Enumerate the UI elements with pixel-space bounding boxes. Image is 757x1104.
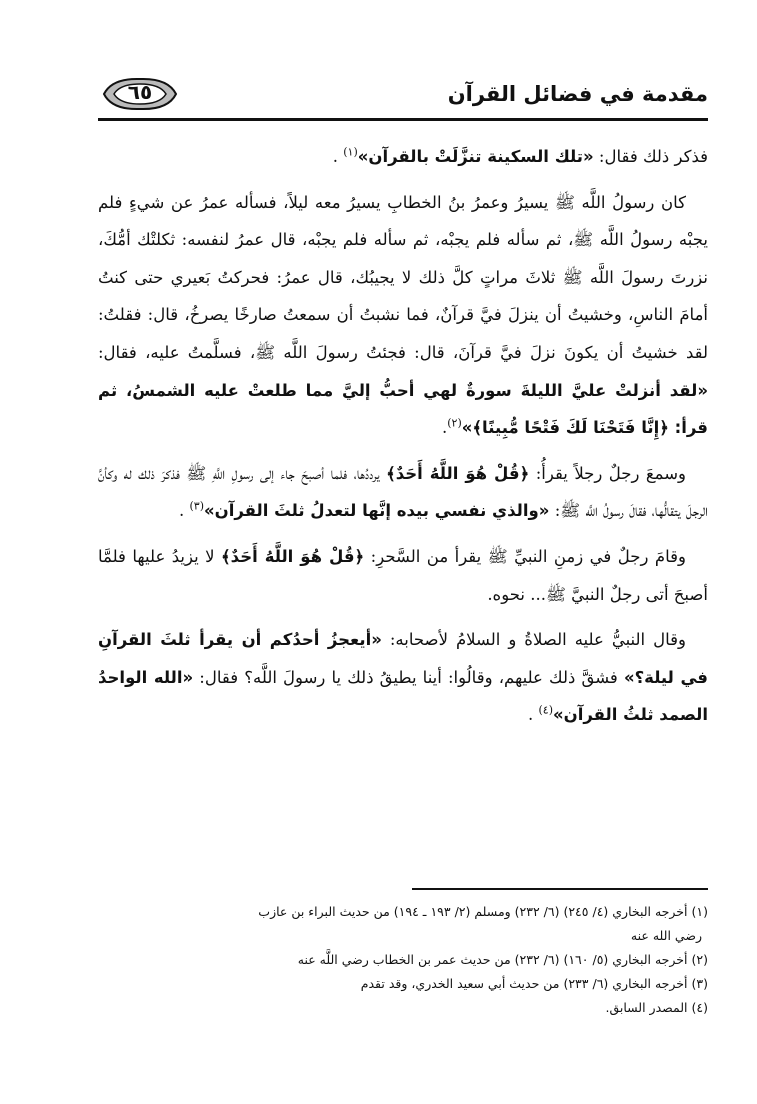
paragraph-5	[98, 621, 708, 734]
hadith-quote-3: «والذي نفسي بيده إنَّها لتعدلُ ثلثَ القرآن»	[203, 501, 550, 521]
footnote-divider	[412, 888, 708, 890]
paragraph-2-end: .	[441, 418, 448, 438]
paragraph-1-text: فذكر ذلك فقال:	[593, 147, 708, 166]
header-divider	[98, 118, 708, 121]
paragraph-3-text-2: يرددُها، فلما أصبحَ جاء إلى رسولِ اللَّهِ ﷺ فذكرَ ذلك له وكأنَّ الرجلَ يتقالُّها، فقالَ رسولُ اللَّه ﷺ:	[98, 463, 708, 521]
footnotes	[98, 900, 708, 1020]
paragraph-4-text: وقامَ رجلٌ في زمنِ النبيِّ ﷺ يقرأ من السَّحرِ:	[364, 546, 686, 566]
footnote-2	[98, 948, 708, 972]
footnote-number: (١)	[691, 904, 708, 919]
paragraph-5-text: وقال النبيُّ عليه الصلاةُ و السلامُ لأصحابه:	[381, 630, 686, 650]
paragraph-3-end: .	[178, 501, 190, 521]
footnote-number: (٤)	[691, 1000, 708, 1015]
paragraph-2-text: كان رسولُ اللَّه ﷺ يسيرُ وعمرُ بنُ الخطابِ يسيرُ معه ليلاً، فسأله عمرُ عن شيءٍ فلم يجبْه رسولُ اللَّه ﷺ، ثم سأله فلم يجبْه، ثم سأله فلم يجبْه، قال عمرُ لنفسه: ثكلتْك أمُّكَ، نزرتَ رسولَ اللَّه ﷺ ثلاثَ مراتٍ كلَّ ذلك لا يجيبُك، قال عمرُ: فحركتُ بَعيري حتى كنتُ أمامَ الناسِ، وخشيتُ أن ينزلَ فيَّ قرآنٌ، فما نشبتُ أن سمعتُ صارخًا يصرخُ، قال: فقلتُ: لقد خشيتُ أن يكونَ نزلَ فيَّ قرآنَ، قال: فجئتُ رسولَ اللَّه ﷺ، فسلَّمتُ عليه، فقال:	[98, 192, 708, 362]
paragraph-2	[98, 184, 708, 447]
footnote-ref-1: (١)	[343, 145, 358, 159]
footnote-text-continuation: رضي الله عنه	[630, 928, 702, 943]
page-header	[98, 76, 708, 118]
quran-ayah-3: ﴿قُلْ هُوَ اللَّهُ أَحَدٌ﴾	[386, 463, 530, 483]
hadith-quote-2: «لقد أنزلتْ عليَّ الليلةَ سورةٌ لهي أحبُّ إليَّ مما طلعتْ عليه الشمسُ، ثم قرأ: ﴿إِنَّا فَتَحْنَا لَكَ فَتْحًا مُّبِينًا﴾»	[98, 380, 708, 438]
footnote-text: أخرجه البخاري (٤/ ٢٤٥) (٦/ ٢٣٢) ومسلم (٢/ ١٩٣ ـ ١٩٤) من حديث البراء بن عازب	[258, 904, 688, 919]
footnote-text: أخرجه البخاري (٥/ ١٦٠) (٦/ ٢٣٢) من حديث عمر بن الخطاب رضي اللَّه عنه	[297, 952, 688, 967]
page-number-badge	[98, 76, 182, 112]
footnote-number: (٢)	[691, 952, 708, 967]
paragraph-5-end: .	[528, 705, 539, 725]
footnote-number: (٣)	[691, 976, 708, 991]
footnote-ref-4: (٤)	[538, 703, 554, 717]
paragraph-4	[98, 538, 708, 613]
footnote-3	[98, 972, 708, 996]
footnote-1-continuation	[98, 924, 708, 948]
footnote-ref-2: (٢)	[447, 416, 462, 430]
footnote-4	[98, 996, 708, 1020]
footnote-ref-3: (٣)	[189, 499, 204, 513]
hadith-quote-1: «تلك السكينة تنزَّلَتْ بالقرآن»	[357, 147, 594, 166]
paragraph-4-text-2: لا يزيدُ عليها فلمَّا أصبحَ أتى رجلٌ النبيَّ ﷺ... نحوه.	[98, 546, 708, 604]
hadith-quote-5: «أيعجزُ أحدُكم أن يقرأ ثلثَ القرآنِ في ليلة؟»	[98, 630, 708, 687]
main-text	[98, 138, 708, 742]
paragraph-3-text: وسمعَ رجلٌ رجلاً يقرأُ:	[529, 463, 686, 483]
hadith-quote-5b: «الله الواحدُ الصمد ثلثُ القرآن»	[98, 667, 708, 725]
book-title: مقدمة في فضائل القرآن	[447, 82, 708, 106]
page-number: ٦٥	[127, 80, 153, 104]
footnote-text: المصدر السابق.	[605, 1000, 688, 1015]
paragraph-3	[98, 455, 708, 530]
footnote-text: أخرجه البخاري (٦/ ٢٣٣) من حديث أبي سعيد الخدري، وقد تقدم	[360, 976, 688, 991]
footnote-1	[98, 900, 708, 924]
paragraph-1	[98, 138, 708, 176]
paragraph-1-end: .	[332, 147, 344, 166]
quran-ayah-4: ﴿قُلْ هُوَ اللَّهُ أَحَدٌ﴾	[221, 546, 365, 566]
paragraph-5-text-2: فشقَّ ذلك عليهم، وقالُوا: أينا يطيقُ ذلك يا رسولَ اللَّه؟ فقال:	[193, 667, 624, 687]
